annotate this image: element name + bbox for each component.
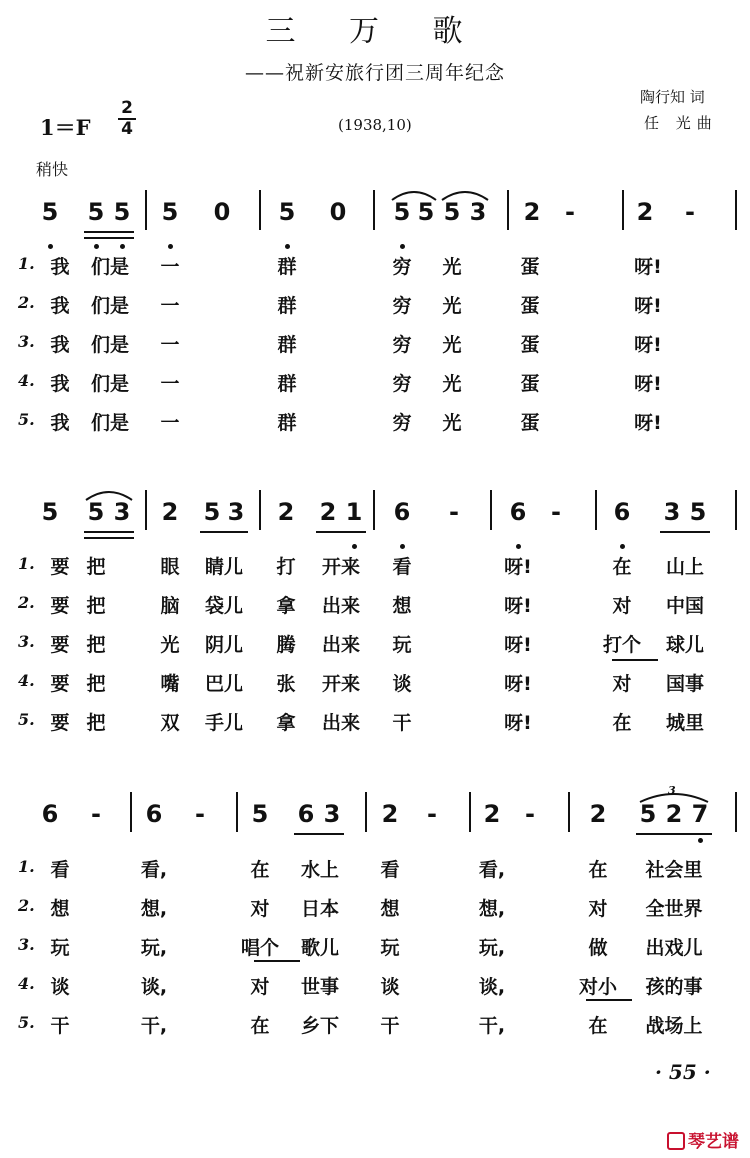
song-title: 三 万 歌: [265, 14, 485, 49]
lyric-syllable: 对: [588, 898, 608, 920]
lyric-syllable: 们是: [90, 295, 130, 317]
lyric-syllable: 开来: [321, 556, 361, 578]
lyric-syllable: 巴儿: [204, 673, 244, 695]
lyric-syllable: 世事: [300, 976, 340, 998]
lyric-syllable: 呀!: [504, 673, 532, 695]
lyric-syllable: 玩,: [140, 937, 168, 959]
lyric-syllable: 在: [250, 1015, 270, 1037]
page-number: · 55 ·: [655, 1060, 711, 1084]
lyric-syllable: 拿: [276, 712, 296, 734]
lyric-syllable: 呀!: [634, 256, 662, 278]
lyric-syllable: 嘴: [160, 673, 180, 695]
lyric-syllable: 手儿: [204, 712, 244, 734]
lyric-syllable: 看: [380, 859, 400, 881]
lyric-syllable: 谈: [50, 976, 70, 998]
lyric-syllable: 想: [50, 898, 70, 920]
score-note: 5: [417, 198, 435, 226]
verse-number: 2.: [18, 896, 35, 915]
lyric-syllable: 光: [442, 412, 462, 434]
lyric-syllable: 干: [50, 1015, 70, 1037]
lyric-syllable: 们是: [90, 373, 130, 395]
lyric-syllable: 光: [442, 256, 462, 278]
triplet-mark: 3: [668, 784, 676, 797]
lyric-syllable: 看,: [140, 859, 168, 881]
score-note: 5: [689, 498, 707, 526]
score-note: 6: [509, 498, 527, 526]
lyric-syllable: 光: [160, 634, 180, 656]
lyric-syllable: 呀!: [634, 412, 662, 434]
lyric-syllable: 做: [588, 937, 608, 959]
score-note: 5: [278, 198, 296, 226]
verse-number: 1.: [18, 554, 35, 573]
lyric-syllable: 呀!: [504, 634, 532, 656]
lyric-syllable: 呀!: [634, 373, 662, 395]
slur-arc: [442, 192, 488, 200]
score-note: 2: [636, 198, 654, 226]
score-note: 2: [523, 198, 541, 226]
watermark-text: 琴艺谱: [688, 1132, 739, 1152]
slur-arc: [86, 492, 132, 500]
lyric-syllable: 全世界: [645, 898, 703, 920]
score-note: 5: [87, 198, 105, 226]
verse-number: 2.: [18, 593, 35, 612]
lyric-syllable: 玩,: [478, 937, 506, 959]
lyric-syllable: 歌儿: [300, 937, 340, 959]
score-note: 1: [345, 498, 363, 526]
score-note: -: [525, 800, 535, 828]
lyric-syllable: 城里: [665, 712, 705, 734]
verse-number: 3.: [18, 935, 35, 954]
verse-number: 1.: [18, 857, 35, 876]
lyric-syllable: 张: [276, 673, 296, 695]
lyric-syllable: 呀!: [504, 712, 532, 734]
tempo-marking: 稍快: [36, 160, 69, 179]
score-note: 2: [665, 800, 683, 828]
score-note: -: [551, 498, 561, 526]
lyric-syllable: 们是: [90, 334, 130, 356]
score-note: -: [427, 800, 437, 828]
lyric-syllable: 谈,: [478, 976, 506, 998]
lyric-syllable: 在: [588, 859, 608, 881]
lyric-syllable: 把: [86, 634, 106, 656]
score-note: -: [565, 198, 575, 226]
lyric-syllable: 蛋: [520, 373, 540, 395]
lyric-syllable: 呀!: [634, 334, 662, 356]
lyric-syllable: 群: [277, 256, 297, 278]
lyric-syllable: 在: [250, 859, 270, 881]
score-note: 0: [213, 198, 231, 226]
lyric-syllable: 一: [160, 334, 180, 356]
lyric-syllable: 打个: [602, 634, 642, 656]
lyric-syllable: 蛋: [520, 256, 540, 278]
score-note: 2: [277, 498, 295, 526]
score-note: 5: [393, 198, 411, 226]
lyric-syllable: 干: [392, 712, 412, 734]
score-note: 2: [319, 498, 337, 526]
lyric-syllable: 看: [392, 556, 412, 578]
lyric-syllable: 对: [250, 898, 270, 920]
slur-arc: [640, 794, 708, 802]
score-note: 5: [41, 198, 59, 226]
lyric-syllable: 一: [160, 295, 180, 317]
lyric-syllable: 日本: [300, 898, 340, 920]
lyric-syllable: 呀!: [504, 556, 532, 578]
lyric-syllable: 玩: [392, 634, 412, 656]
score-note: 2: [381, 800, 399, 828]
verse-number: 2.: [18, 293, 35, 312]
lyric-syllable: 中国: [665, 595, 705, 617]
lyric-syllable: 们是: [90, 412, 130, 434]
lyric-syllable: 穷: [392, 373, 412, 395]
lyric-syllable: 阴儿: [204, 634, 244, 656]
lyric-syllable: 光: [442, 373, 462, 395]
lyric-syllable: 蛋: [520, 412, 540, 434]
score-note: 3: [469, 198, 487, 226]
verse-number: 5.: [18, 1013, 35, 1032]
verse-number: 1.: [18, 254, 35, 273]
lyric-syllable: 穷: [392, 412, 412, 434]
score-note: 2: [483, 800, 501, 828]
lyric-syllable: 对小: [578, 976, 618, 998]
lyric-syllable: 出来: [321, 712, 361, 734]
score-note: 5: [251, 800, 269, 828]
score-note: -: [685, 198, 695, 226]
lyric-syllable: 国事: [665, 673, 705, 695]
lyric-syllable: 袋儿: [204, 595, 244, 617]
lyric-syllable: 想,: [140, 898, 168, 920]
lyricist-credit: 陶行知 词: [640, 88, 705, 106]
lyric-syllable: 我: [50, 334, 70, 356]
lyric-syllable: 双: [160, 712, 180, 734]
lyric-syllable: 脑: [160, 595, 180, 617]
lyric-syllable: 一: [160, 373, 180, 395]
lyric-syllable: 眼: [160, 556, 180, 578]
score-note: 6: [145, 800, 163, 828]
lyric-syllable: 一: [160, 256, 180, 278]
lyric-syllable: 在: [588, 1015, 608, 1037]
composer-credit: 任 光曲: [644, 114, 718, 132]
verse-number: 4.: [18, 671, 35, 690]
score-note: 5: [203, 498, 221, 526]
lyric-syllable: 蛋: [520, 334, 540, 356]
lyric-syllable: 群: [277, 412, 297, 434]
score-note: -: [91, 800, 101, 828]
lyric-syllable: 要: [50, 556, 70, 578]
lyric-syllable: 要: [50, 712, 70, 734]
score-note: 3: [113, 498, 131, 526]
lyric-syllable: 在: [612, 712, 632, 734]
lyric-syllable: 水上: [300, 859, 340, 881]
lyric-syllable: 社会里: [645, 859, 703, 881]
lyric-syllable: 我: [50, 412, 70, 434]
lyric-syllable: 光: [442, 295, 462, 317]
lyric-syllable: 一: [160, 412, 180, 434]
lyric-syllable: 干,: [140, 1015, 168, 1037]
score-note: -: [449, 498, 459, 526]
lyric-syllable: 腾: [276, 634, 296, 656]
lyric-syllable: 乡下: [300, 1015, 340, 1037]
lyric-syllable: 玩: [380, 937, 400, 959]
lyric-syllable: 对: [612, 595, 632, 617]
lyric-syllable: 光: [442, 334, 462, 356]
lyric-syllable: 谈,: [140, 976, 168, 998]
lyric-syllable: 山上: [665, 556, 705, 578]
score-note: 6: [41, 800, 59, 828]
score-note: 2: [589, 800, 607, 828]
score-note: 3: [663, 498, 681, 526]
lyric-syllable: 对: [250, 976, 270, 998]
verse-number: 3.: [18, 632, 35, 651]
lyric-syllable: 把: [86, 595, 106, 617]
score-note: 3: [227, 498, 245, 526]
lyric-syllable: 玩: [50, 937, 70, 959]
score-note: 5: [443, 198, 461, 226]
lyric-syllable: 把: [86, 556, 106, 578]
verse-number: 3.: [18, 332, 35, 351]
verse-number: 5.: [18, 410, 35, 429]
lyric-syllable: 群: [277, 334, 297, 356]
lyric-syllable: 要: [50, 673, 70, 695]
lyric-syllable: 要: [50, 634, 70, 656]
lyric-syllable: 球儿: [665, 634, 705, 656]
verse-number: 5.: [18, 710, 35, 729]
key-signature: 1＝F: [40, 115, 91, 140]
lyric-syllable: 谈: [392, 673, 412, 695]
lyric-syllable: 穷: [392, 334, 412, 356]
lyric-syllable: 穷: [392, 256, 412, 278]
lyric-syllable: 把: [86, 673, 106, 695]
lyric-syllable: 出戏儿: [645, 937, 703, 959]
lyric-syllable: 开来: [321, 673, 361, 695]
lyric-syllable: 干: [380, 1015, 400, 1037]
lyric-syllable: 孩的事: [645, 976, 703, 998]
composition-date: (1938,10): [338, 116, 412, 134]
lyric-syllable: 们是: [90, 256, 130, 278]
score-note: 6: [613, 498, 631, 526]
lyric-syllable: 唱个: [240, 937, 280, 959]
lyric-syllable: 我: [50, 295, 70, 317]
lyric-syllable: 想: [380, 898, 400, 920]
lyric-syllable: 我: [50, 256, 70, 278]
lyric-syllable: 想: [392, 595, 412, 617]
lyric-syllable: 群: [277, 295, 297, 317]
time-signature-top: 2: [121, 98, 133, 118]
lyric-syllable: 战场上: [645, 1015, 703, 1037]
lyric-syllable: 把: [86, 712, 106, 734]
lyric-syllable: 谈: [380, 976, 400, 998]
score-note: -: [195, 800, 205, 828]
verse-number: 4.: [18, 371, 35, 390]
score-note: 5: [87, 498, 105, 526]
lyric-syllable: 干,: [478, 1015, 506, 1037]
score-note: 5: [41, 498, 59, 526]
song-subtitle: ——祝新安旅行团三周年纪念: [244, 62, 505, 84]
lyric-syllable: 群: [277, 373, 297, 395]
lyric-syllable: 出来: [321, 634, 361, 656]
score-note: 5: [639, 800, 657, 828]
score-note: 3: [323, 800, 341, 828]
time-signature-bottom: 4: [121, 119, 133, 139]
lyric-syllable: 打: [276, 556, 296, 578]
lyric-syllable: 呀!: [634, 295, 662, 317]
score-note: 5: [161, 198, 179, 226]
score-note: 2: [161, 498, 179, 526]
lyric-syllable: 想,: [478, 898, 506, 920]
lyric-syllable: 出来: [321, 595, 361, 617]
lyric-syllable: 我: [50, 373, 70, 395]
lyric-syllable: 睛儿: [204, 556, 244, 578]
score-note: 5: [113, 198, 131, 226]
score-note: 7: [691, 800, 709, 828]
score-note: 6: [297, 800, 315, 828]
lyric-syllable: 呀!: [504, 595, 532, 617]
verse-number: 4.: [18, 974, 35, 993]
score-note: 0: [329, 198, 347, 226]
lyric-syllable: 对: [612, 673, 632, 695]
lyric-syllable: 要: [50, 595, 70, 617]
lyric-syllable: 穷: [392, 295, 412, 317]
lyric-syllable: 拿: [276, 595, 296, 617]
lyric-syllable: 在: [612, 556, 632, 578]
lyric-syllable: 蛋: [520, 295, 540, 317]
slur-arc: [392, 192, 436, 200]
score-note: 6: [393, 498, 411, 526]
lyric-syllable: 看: [50, 859, 70, 881]
lyric-syllable: 看,: [478, 859, 506, 881]
